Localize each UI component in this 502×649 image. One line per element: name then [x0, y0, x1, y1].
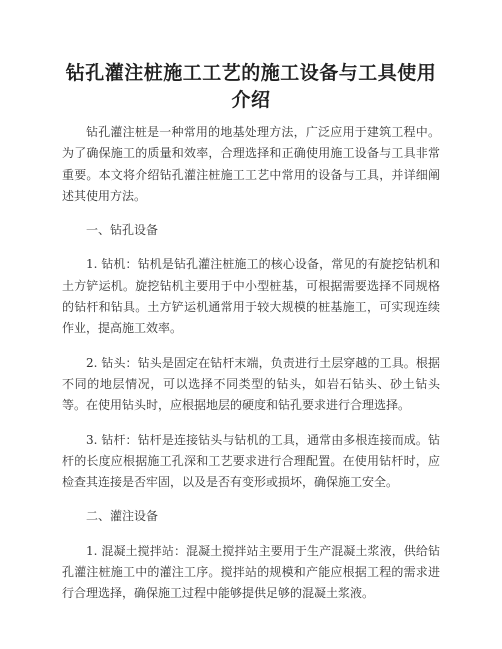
intro-paragraph: 钻孔灌注桩是一种常用的地基处理方法，广泛应用于建筑工程中。为了确保施工的质量和效率，合理选择和正确使用施工设备与工具非常重要。本文将介绍钻孔灌注桩施工工艺中常用的设备与工具，并详细阐述其使用方法。	[62, 125, 440, 203]
document-body	[62, 122, 440, 618]
paragraph-concrete-mixing-station: 1. 混凝土搅拌站：混凝土搅拌站主要用于生产混凝土浆液，供给钻孔灌注桩施工中的灌注工序。搅拌站的规模和产能应根据工程的需求进行合理选择，确保施工过程中能够提供足够的混凝土浆液。	[62, 543, 440, 601]
document-title: 钻孔灌注桩施工工艺的施工设备与工具使用介绍	[65, 62, 437, 111]
section-grouting-equipment	[62, 506, 440, 604]
section-drilling-equipment	[62, 220, 440, 493]
paragraph-drill-bit: 2. 钻头：钻头是固定在钻杆末端，负责进行土层穿越的工具。根据不同的地层情况，可以选择不同类型的钻头，如岩石钻头、砂土钻头等。在使用钻头时，应根据地层的硬度和钻孔要求进行合理选择。	[62, 355, 440, 413]
paragraph-drilling-rig: 1. 钻机：钻机是钻孔灌注桩施工的核心设备，常见的有旋挖钻机和土方铲运机。旋挖钻机主要用于中小型桩基，可根据需要选择不同规格的钻杆和钻具。土方铲运机通常用于较大规模的桩基施工，可实现连续作业，提高施工效率。	[62, 257, 440, 336]
section-heading: 一、钻孔设备	[86, 223, 159, 238]
section-heading: 二、灌注设备	[86, 509, 159, 524]
paragraph-drill-rod: 3. 钻杆：钻杆是连接钻头与钻机的工具，通常由多根连接而成。钻杆的长度应根据施工孔深和工艺要求进行合理配置。在使用钻杆时，应检查其连接是否牢固，以及是否有变形或损坏，确保施工安全。	[62, 432, 440, 490]
